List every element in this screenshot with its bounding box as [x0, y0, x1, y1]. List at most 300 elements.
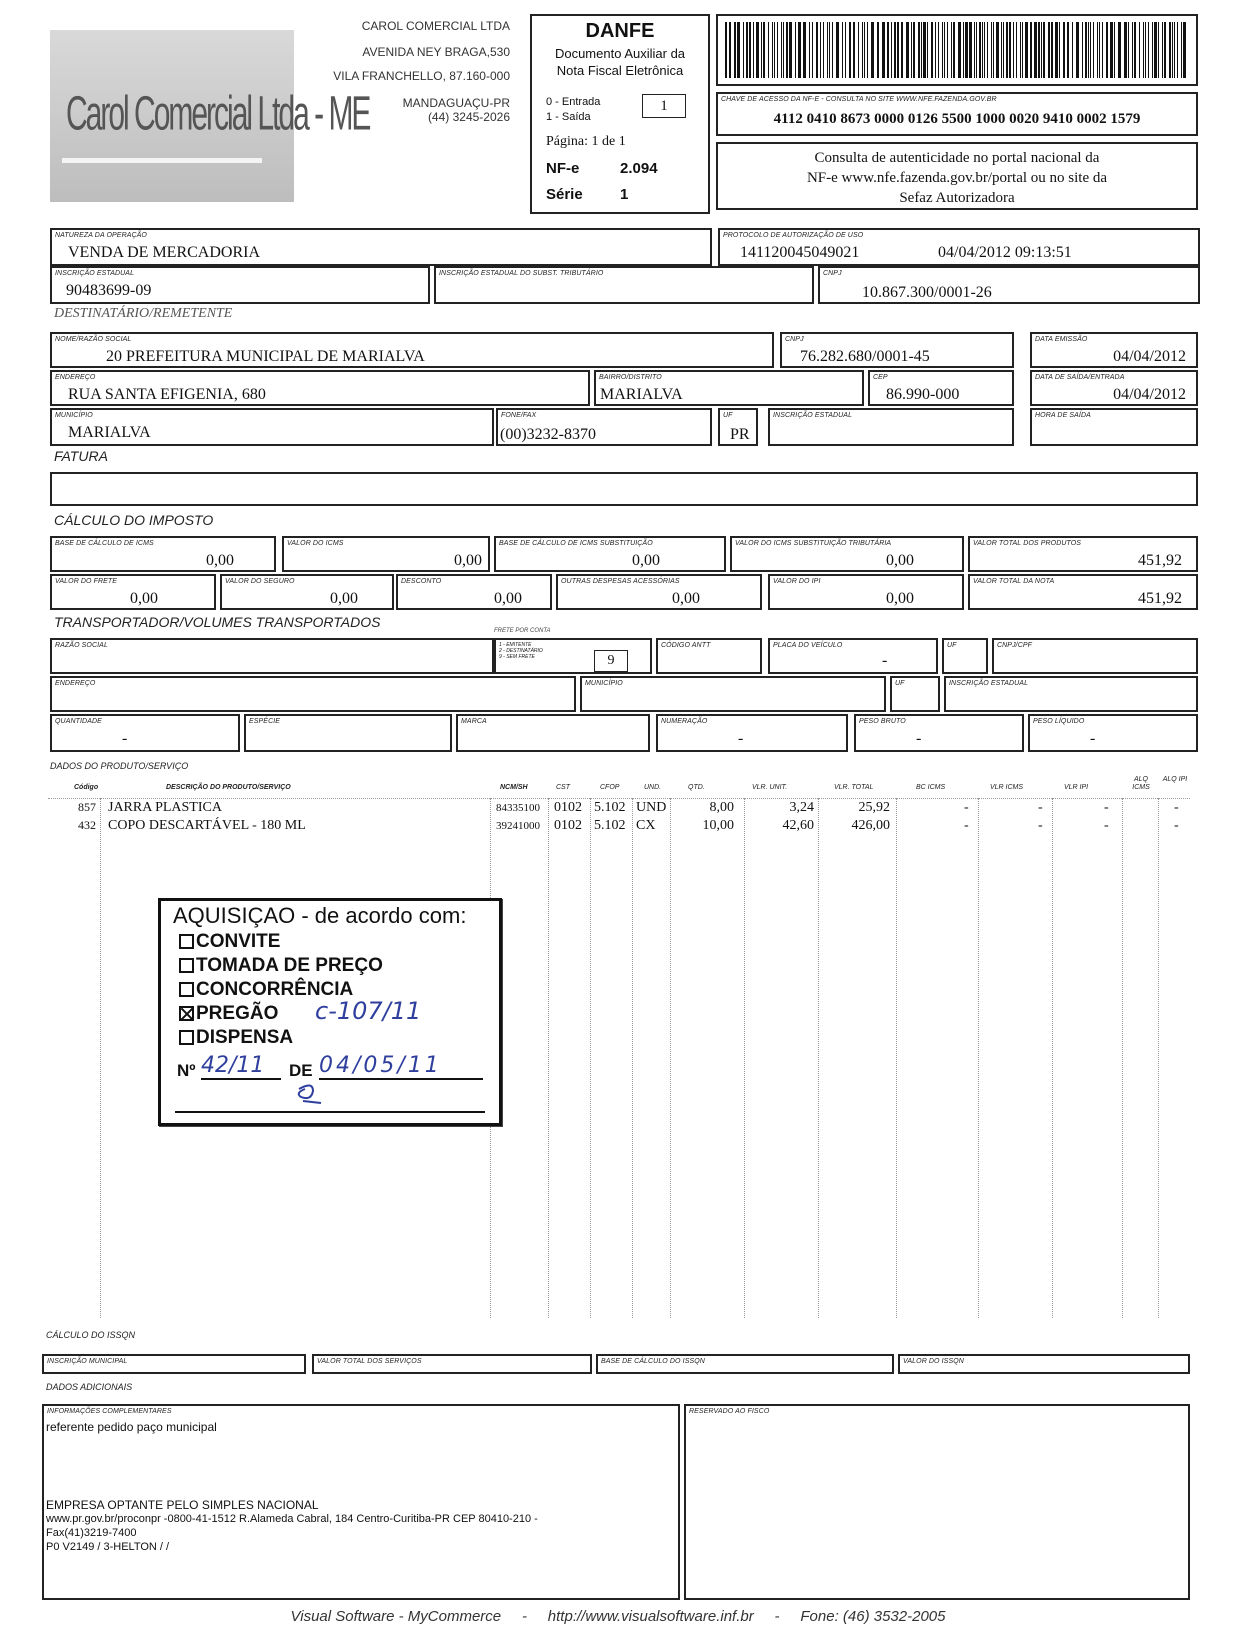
tr-numeracao-label: NUMERAÇÃO: [661, 718, 708, 725]
barcode-bar: [743, 22, 744, 78]
rec-cep-label: CEP: [873, 374, 888, 381]
natureza-value: VENDA DE MERCADORIA: [68, 244, 260, 261]
row-descricao: COPO DESCARTÁVEL - 180 ML: [108, 818, 306, 833]
barcode-bar: [795, 22, 796, 78]
additional-section: DADOS ADICIONAIS: [46, 1382, 133, 1392]
barcode-bar: [882, 22, 885, 78]
col-div: [548, 798, 549, 1318]
tax-icms-label: VALOR DO ICMS: [287, 540, 344, 547]
tr-endereco-box: [50, 676, 576, 712]
tr-ie-box: [944, 676, 1198, 712]
issqn-base-label: BASE DE CÁLCULO DO ISSQN: [601, 1358, 705, 1365]
barcode-bar: [1082, 22, 1083, 78]
barcode-bar: [1110, 22, 1113, 78]
barcode-bar: [781, 22, 782, 78]
tax-icms-box: [282, 536, 490, 572]
fisco-label: RESERVADO AO FISCO: [689, 1408, 770, 1415]
barcode-bar: [921, 22, 922, 78]
row-cst: 0102: [554, 800, 582, 815]
stamp-bottom-line: [175, 1111, 485, 1113]
rec-saida-value: 04/04/2012: [1113, 386, 1186, 403]
barcode-bar: [935, 22, 936, 78]
tr-frete-value-box: [594, 650, 628, 672]
rec-cep-value: 86.990-000: [886, 386, 960, 403]
rec-cnpj-label: CNPJ: [785, 336, 804, 343]
barcode-bar: [812, 22, 813, 78]
danfe-subtitle2: Nota Fiscal Eletrônica: [556, 63, 684, 78]
barcode-bar: [1128, 22, 1129, 78]
barcode-bar: [1118, 22, 1121, 78]
barcode-bar: [894, 22, 896, 78]
row-cfop: 5.102: [594, 800, 626, 815]
barcode-bar: [1174, 22, 1175, 78]
barcode-bar: [845, 22, 846, 78]
row-cst: 0102: [554, 818, 582, 833]
rec-endereco-label: ENDEREÇO: [55, 374, 96, 381]
stamp-number-line: [175, 1053, 485, 1083]
stamp-option-tomada: [179, 955, 383, 977]
danfe-subtitle1: Documento Auxiliar da: [554, 46, 686, 61]
tax-seguro-box: [220, 574, 394, 610]
barcode-box: [716, 14, 1198, 86]
barcode-bar: [1145, 22, 1146, 78]
barcode-bar: [906, 22, 909, 78]
issqn-servicos-box: [312, 1354, 592, 1374]
row-vlr-unit: 3,24: [789, 800, 814, 815]
checked-box-icon: [179, 1006, 194, 1021]
tr-municipio-box: [580, 676, 886, 712]
hdr-vlr-icms: VLR ICMS: [990, 784, 1024, 791]
protocolo-value: 141120045049021: [740, 244, 860, 261]
tr-razao-label: RAZÃO SOCIAL: [55, 642, 108, 649]
issqn-base-box: [596, 1354, 894, 1374]
rec-municipio-label: MUNICÍPIO: [55, 412, 93, 419]
ie-value: 90483699-09: [66, 282, 152, 299]
tax-base-st-label: BASE DE CÁLCULO DE ICMS SUBSTITUIÇÃO: [499, 540, 653, 547]
hdr-vlr-ipi: VLR IPI: [1064, 784, 1089, 791]
barcode-bar: [974, 22, 975, 78]
issqn-servicos-label: VALOR TOTAL DOS SERVIÇOS: [317, 1358, 422, 1365]
row-alq: -: [1174, 818, 1179, 833]
barcode-bar: [901, 22, 903, 78]
barcode-bar: [798, 22, 801, 78]
tr-uf2-label: UF: [895, 680, 905, 687]
barcode-bar: [1067, 22, 1069, 78]
barcode-bar: [987, 22, 988, 78]
rec-cep-box: [868, 370, 1014, 406]
tax-outras-label: OUTRAS DESPESAS ACESSÓRIAS: [561, 578, 680, 585]
barcode-bar: [963, 22, 964, 78]
tax-frete-value: 0,00: [130, 590, 158, 607]
rec-bairro-box: [594, 370, 864, 406]
logo-text: Carol Comercial Ltda - ME: [66, 88, 370, 141]
barcode-bar: [1025, 22, 1028, 78]
stamp-option-label: TOMADA DE PREÇO: [196, 955, 383, 976]
barcode-bar: [1099, 22, 1100, 78]
barcode-bar: [1034, 22, 1037, 78]
tax-base-st-value: 0,00: [632, 552, 660, 569]
rec-cnpj-value: 76.282.680/0001-45: [800, 348, 930, 365]
hdr-und: UND.: [644, 784, 662, 791]
barcode-bar: [1093, 22, 1094, 78]
tr-frete-conta-box: [494, 638, 652, 674]
info-box: [42, 1404, 680, 1600]
row-ncm: 84335100: [496, 802, 540, 814]
hdr-vlr-total: VLR. TOTAL: [834, 784, 874, 791]
stamp-option-label: PREGÃO: [196, 1003, 279, 1024]
barcode-bar: [1164, 22, 1166, 78]
tax-total-nota-box: [968, 574, 1198, 610]
barcode-bar: [858, 22, 859, 78]
barcode-bar: [725, 22, 727, 78]
tr-peso-liquido-label: PESO LÍQUIDO: [1033, 718, 1085, 725]
barcode-bar: [1154, 22, 1157, 78]
rec-fone-label: FONE/FAX: [501, 412, 537, 419]
barcode-bar: [891, 22, 892, 78]
rec-cnpj-box: [780, 332, 1014, 368]
checkbox-icon: [179, 934, 194, 949]
barcode-bar: [832, 22, 833, 78]
rec-ie-label: INSCRIÇÃO ESTADUAL: [773, 412, 853, 419]
barcode-bar: [1177, 22, 1178, 78]
row-bc-icms: -: [964, 800, 969, 815]
row-und: UND: [636, 800, 667, 815]
barcode-bar: [1013, 22, 1014, 78]
nfe-number: 2.094: [620, 160, 658, 177]
natureza-box: [50, 228, 712, 266]
issqn-valor-box: [898, 1354, 1190, 1374]
row-bc-icms: -: [964, 818, 969, 833]
rec-uf-value: PR: [730, 426, 750, 443]
tr-frete-opt2: 2 - DESTINATÁRIO: [499, 648, 543, 654]
barcode-bar: [918, 22, 920, 78]
barcode-bar: [827, 22, 828, 78]
tr-especie-box: [244, 714, 452, 752]
barcode-bar: [1085, 22, 1087, 78]
row-vlr-icms: -: [1038, 800, 1043, 815]
row-vlr-ipi: -: [1104, 800, 1109, 815]
cnpj-box: [818, 266, 1200, 304]
barcode-bar: [944, 22, 945, 78]
nfe-label: NF-e: [546, 160, 580, 177]
consulta-line2: NF-e www.nfe.fazenda.gov.br/portal ou no site da: [806, 170, 1108, 186]
info-line1: referente pedido paço municipal: [46, 1420, 217, 1434]
col-div: [978, 798, 979, 1318]
tax-frete-label: VALOR DO FRETE: [55, 578, 118, 585]
tax-icms-st-box: [730, 536, 964, 572]
barcode-bar: [737, 22, 740, 78]
tax-section: CÁLCULO DO IMPOSTO: [54, 512, 214, 528]
rec-endereco-value: RUA SANTA EFIGENIA, 680: [68, 386, 266, 403]
serie-number: 1: [620, 186, 629, 203]
stamp-de-label: DE: [289, 1061, 313, 1080]
rec-emissao-value: 04/04/2012: [1113, 348, 1186, 365]
danfe-box: [530, 14, 710, 214]
barcode-bar: [823, 22, 824, 78]
issqn-section: CÁLCULO DO ISSQN: [46, 1330, 136, 1340]
row-vlr-icms: -: [1038, 818, 1043, 833]
barcode-bar: [777, 22, 778, 78]
rec-saida-label: DATA DE SAÍDA/ENTRADA: [1035, 374, 1125, 381]
barcode-bar: [753, 22, 754, 78]
tr-peso-liquido-value: -: [1090, 730, 1096, 747]
barcode-bar: [1106, 22, 1108, 78]
tr-antt-label: CÓDIGO ANTT: [661, 642, 711, 649]
issuer-name: CAROL COMERCIAL LTDA: [361, 19, 510, 33]
hdr-vlr-unit: VLR. UNIT.: [752, 784, 788, 791]
barcode-bar: [1051, 22, 1053, 78]
access-key: 4112 0410 8673 0000 0126 5500 1000 0020 9410 0002 1579: [773, 111, 1141, 127]
tr-frete-opt3: 9 - SEM FRETE: [499, 654, 535, 660]
barcode-bar: [993, 22, 994, 78]
tax-ipi-value: 0,00: [886, 590, 914, 607]
barcode-bar: [1043, 22, 1045, 78]
access-key-label: CHAVE DE ACESSO DA NF-E - CONSULTA NO SITE WWW.NFE.FAZENDA.GOV.BR: [721, 96, 997, 103]
barcode-bar: [829, 22, 830, 78]
tax-total-nota-value: 451,92: [1138, 590, 1182, 607]
rec-hora-box: [1030, 408, 1198, 446]
tr-endereco-label: ENDEREÇO: [55, 680, 96, 687]
tr-placa-box: [768, 638, 938, 674]
col-div: [818, 798, 819, 1318]
danfe-page: Página: 1 de 1: [546, 134, 626, 149]
barcode-bar: [923, 22, 926, 78]
barcode-bar: [1172, 22, 1173, 78]
checkbox-icon: [179, 958, 194, 973]
tr-peso-bruto-box: [854, 714, 1024, 752]
barcode-bar: [1169, 22, 1171, 78]
row-alq: -: [1174, 800, 1179, 815]
row-codigo: 857: [78, 800, 96, 814]
barcode-bar: [877, 22, 879, 78]
protocolo-datetime: 04/04/2012 09:13:51: [938, 244, 1072, 261]
tr-quantidade-label: QUANTIDADE: [55, 718, 102, 725]
barcode-bar: [1072, 22, 1073, 78]
issuer-address2: VILA FRANCHELLO, 87.160-000: [333, 69, 510, 83]
hdr-cfop: CFOP: [600, 784, 620, 791]
barcode-bar: [1152, 22, 1153, 78]
issqn-valor-label: VALOR DO ISSQN: [903, 1358, 964, 1365]
barcode-bar: [1134, 22, 1136, 78]
tr-frete-value: 9: [607, 653, 615, 668]
ie-st-box: [434, 266, 814, 304]
barcode-bar: [783, 22, 784, 78]
barcode-bar: [938, 22, 939, 78]
barcode-bar: [1041, 22, 1042, 78]
barcode-bar: [772, 22, 773, 78]
tr-numeracao-box: [656, 714, 848, 752]
tr-antt-box: [656, 638, 762, 674]
tax-desconto-label: DESCONTO: [401, 578, 442, 585]
rec-nome-label: NOME/RAZÃO SOCIAL: [55, 336, 132, 343]
hdr-descricao: DESCRIÇÃO DO PRODUTO/SERVIÇO: [166, 784, 291, 791]
barcode-bar: [965, 22, 968, 78]
fatura-box: [50, 472, 1198, 506]
tax-icms-st-label: VALOR DO ICMS SUBSTITUIÇÃO TRIBUTÁRIA: [735, 540, 892, 547]
rec-saida-box: [1030, 370, 1198, 406]
barcode-bar: [897, 22, 899, 78]
tr-quantidade-box: [50, 714, 240, 752]
issuer-city: MANDAGUAÇU-PR: [402, 96, 510, 110]
barcode-bar: [1183, 22, 1186, 78]
col-div: [100, 798, 101, 1318]
tr-razao-box: [50, 638, 494, 674]
rec-uf-label: UF: [723, 412, 733, 419]
info-line2: EMPRESA OPTANTE PELO SIMPLES NACIONAL: [46, 1498, 319, 1512]
barcode-bar: [1001, 22, 1002, 78]
products-section: DADOS DO PRODUTO/SERVIÇO: [50, 761, 189, 771]
rec-fone-value: (00)3232-8370: [500, 426, 596, 443]
barcode-bar: [947, 22, 948, 78]
barcode-bar: [996, 22, 999, 78]
tr-numeracao-value: -: [738, 730, 744, 747]
issuer-info: [300, 16, 510, 124]
tr-frete-conta-label: FRETE POR CONTA: [494, 628, 551, 634]
tax-icms-value: 0,00: [454, 552, 482, 569]
rec-municipio-box: [50, 408, 494, 446]
barcode-bar: [809, 22, 810, 78]
barcode-bar: [749, 22, 751, 78]
barcode-bar: [1181, 22, 1182, 78]
barcode-bar: [951, 22, 952, 78]
barcode-bar: [958, 22, 961, 78]
barcode-bar: [1006, 22, 1008, 78]
rec-bairro-value: MARIALVA: [600, 386, 683, 403]
tax-base-icms-label: BASE DE CÁLCULO DE ICMS: [55, 540, 154, 547]
stamp-option-label: DISPENSA: [196, 1027, 294, 1048]
tax-outras-value: 0,00: [672, 590, 700, 607]
tr-placa-label: PLACA DO VEÍCULO: [773, 642, 843, 649]
rec-endereco-box: [50, 370, 590, 406]
issuer-phone: (44) 3245-2026: [427, 110, 510, 124]
tax-total-produtos-box: [968, 536, 1198, 572]
danfe-entrada: 0 - Entrada: [546, 96, 601, 108]
tax-frete-box: [50, 574, 216, 610]
barcode-bar: [1030, 22, 1032, 78]
barcode-bar: [1020, 22, 1021, 78]
issqn-im-box: [42, 1354, 306, 1374]
barcode-bar: [774, 22, 775, 78]
consulta-line3: Sefaz Autorizadora: [899, 190, 1015, 206]
ie-st-label: INSCRIÇÃO ESTADUAL DO SUBST. TRIBUTÁRIO: [439, 270, 604, 277]
tr-placa-value: -: [882, 652, 888, 669]
rec-uf-box: [718, 408, 758, 446]
natureza-label: NATUREZA DA OPERAÇÃO: [55, 232, 147, 239]
barcode-bar: [1063, 22, 1065, 78]
barcode-bar: [853, 22, 855, 78]
tr-especie-label: ESPÉCIE: [249, 718, 281, 725]
stamp-de-value: 04/05/11: [319, 1053, 483, 1080]
tax-total-produtos-label: VALOR TOTAL DOS PRODUTOS: [973, 540, 1082, 547]
info-line3: www.pr.gov.br/proconpr -0800-41-1512 R.Alameda Cabral, 184 Centro-Curitiba-PR CEP 80410-210 -: [46, 1513, 538, 1525]
acquisition-stamp: [158, 898, 502, 1126]
barcode-bar: [1059, 22, 1060, 78]
barcode-bar: [931, 22, 933, 78]
barcode-bar: [734, 22, 736, 78]
barcode-bar: [979, 22, 981, 78]
barcode-bar: [763, 22, 765, 78]
row-qtd: 8,00: [709, 800, 734, 815]
danfe-type-box: [642, 94, 686, 118]
tr-uf-box: [942, 638, 988, 674]
barcode-bar: [913, 22, 915, 78]
barcode-bar: [867, 22, 868, 78]
barcode-bar: [864, 22, 865, 78]
consulta-box: [716, 142, 1198, 210]
rec-emissao-box: [1030, 332, 1198, 368]
row-qtd: 10,00: [702, 818, 734, 833]
serie-label: Série: [546, 186, 583, 203]
barcode-bar: [849, 22, 851, 78]
tax-seguro-label: VALOR DO SEGURO: [225, 578, 295, 585]
fatura-section: FATURA: [54, 448, 108, 464]
barcode-bar: [871, 22, 874, 78]
stamp-option-pregao: [179, 1003, 278, 1025]
barcode-bar: [789, 22, 792, 78]
row-und: CX: [636, 818, 656, 833]
barcode-bar: [1090, 22, 1091, 78]
ie-box: [50, 266, 430, 304]
tax-outras-box: [556, 574, 762, 610]
hdr-cst: CST: [556, 784, 570, 791]
tr-frete-conta: [494, 628, 654, 674]
info-line4: Fax(41)3219-7400: [46, 1527, 137, 1539]
col-div: [1122, 798, 1123, 1318]
stamp-no-value: 42/11: [201, 1053, 281, 1080]
hdr-codigo: Código: [74, 784, 99, 791]
col-div: [632, 798, 633, 1318]
access-key-box: [716, 92, 1198, 136]
barcode-bar: [1009, 22, 1011, 78]
stamp-pregao-note: c-107/11: [315, 997, 422, 1025]
row-vlr-total: 25,92: [858, 800, 890, 815]
rec-nome-value: 20 PREFEITURA MUNICIPAL DE MARIALVA: [106, 348, 425, 365]
barcode-bar: [1132, 22, 1133, 78]
tax-total-nota-label: VALOR TOTAL DA NOTA: [973, 578, 1055, 585]
ie-label: INSCRIÇÃO ESTADUAL: [55, 270, 135, 277]
barcode-bar: [1022, 22, 1023, 78]
barcode-bar: [729, 22, 731, 78]
barcode-bar: [1143, 22, 1144, 78]
barcode-bar: [942, 22, 943, 78]
barcode-bar: [786, 22, 788, 78]
rec-nome-box: [50, 332, 774, 368]
protocolo-box: [718, 228, 1200, 266]
issuer-address1: AVENIDA NEY BRAGA,530: [362, 45, 510, 59]
barcode-bar: [1158, 22, 1159, 78]
danfe-saida: 1 - Saída: [546, 111, 591, 123]
barcode-bar: [911, 22, 912, 78]
tr-marca-label: MARCA: [461, 718, 487, 725]
barcode-bar: [761, 22, 762, 78]
protocolo-label: PROTOCOLO DE AUTORIZAÇÃO DE USO: [723, 232, 864, 239]
col-div: [1052, 798, 1053, 1318]
rec-hora-label: HORA DE SAÍDA: [1035, 412, 1091, 419]
tr-quantidade-value: -: [122, 730, 128, 747]
barcode-bar: [836, 22, 839, 78]
tr-municipio-label: MUNICÍPIO: [585, 680, 623, 687]
tax-total-produtos-value: 451,92: [1138, 552, 1182, 569]
row-cfop: 5.102: [594, 818, 626, 833]
tr-cnpj-box: [992, 638, 1198, 674]
barcode-bar: [746, 22, 748, 78]
barcode-bar: [862, 22, 863, 78]
tr-ie-label: INSCRIÇÃO ESTADUAL: [949, 680, 1029, 687]
tr-peso-bruto-value: -: [916, 730, 922, 747]
barcode-bar: [984, 22, 985, 78]
rec-ie-box: [768, 408, 1014, 446]
tax-ipi-label: VALOR DO IPI: [773, 578, 821, 585]
